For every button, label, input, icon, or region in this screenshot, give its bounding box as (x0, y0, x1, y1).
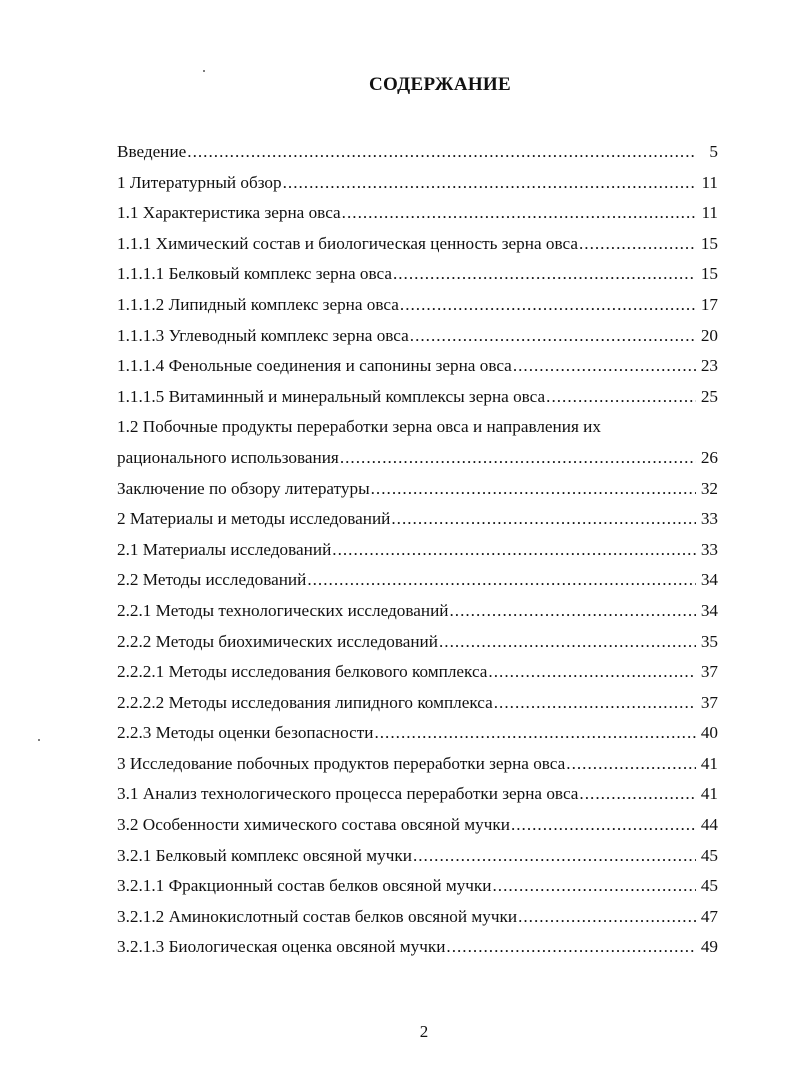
toc-entry (117, 749, 718, 780)
toc-entry-label: 3.1 Анализ технологического процесса переработки зерна овса (117, 784, 579, 804)
toc-entry (117, 932, 718, 963)
toc-page-number: 44 (700, 815, 718, 835)
toc-entry (117, 688, 718, 719)
toc-entry (117, 657, 718, 688)
toc-leader-dots (513, 351, 696, 382)
toc-entry-label: 2.2.2.1 Методы исследования белкового комплекса (117, 662, 488, 682)
toc-leader-dots (371, 474, 696, 505)
toc-page-number: 20 (700, 325, 718, 345)
toc-leader-dots (494, 688, 696, 719)
toc-entry (117, 779, 718, 810)
toc-entry-label: 1.1.1.4 Фенольные соединения и сапонины зерна овса (117, 356, 512, 376)
toc-leader-dots (449, 596, 696, 627)
toc-page-number: 45 (700, 845, 718, 865)
toc-entry-label: 2.2.2 Методы биохимических исследований (117, 631, 438, 651)
toc-leader-dots (187, 137, 696, 168)
toc-leader-dots (439, 627, 696, 658)
toc-page-number: 34 (700, 600, 718, 620)
scan-speck (38, 739, 40, 741)
toc-entry (117, 871, 718, 902)
toc-leader-dots (283, 168, 696, 199)
toc-page-number: 45 (700, 876, 718, 896)
toc-entry-continuation (117, 443, 718, 474)
toc-page-number: 32 (700, 478, 718, 498)
toc-entry-label: 1.1.1 Химический состав и биологическая ценность зерна овса (117, 233, 578, 253)
toc-entry (117, 902, 718, 933)
toc-entry (117, 504, 718, 535)
scan-speck (203, 70, 205, 72)
toc-leader-dots (579, 779, 696, 810)
toc-leader-dots (488, 657, 696, 688)
toc-entry-label: 3.2.1.2 Аминокислотный состав белков овсяной мучки (117, 906, 518, 926)
toc-page-number: 15 (700, 233, 718, 253)
toc-entry (117, 565, 718, 596)
toc-entry (117, 810, 718, 841)
toc-entry-label: 2.1 Материалы исследований (117, 539, 332, 559)
toc-leader-dots (400, 290, 696, 321)
toc-entry-label: 1 Литературный обзор (117, 172, 282, 192)
toc-entry-label: 2.2.1 Методы технологических исследований (117, 600, 449, 620)
toc-leader-dots (579, 229, 696, 260)
toc-leader-dots (566, 749, 696, 780)
toc-entry-label: 2.2 Методы исследований (117, 570, 307, 590)
toc-leader-dots (518, 902, 696, 933)
toc-leader-dots (413, 841, 696, 872)
toc-entry (117, 198, 718, 229)
toc-entry-label: 1.1.1.3 Углеводный комплекс зерна овса (117, 325, 409, 345)
toc-entry (117, 596, 718, 627)
toc-page-number: 37 (700, 662, 718, 682)
toc-entry-label: 2 Материалы и методы исследований (117, 509, 391, 529)
table-of-contents (117, 137, 718, 963)
toc-entry-label: Заключение по обзору литературы (117, 478, 370, 498)
toc-leader-dots (307, 565, 696, 596)
toc-entry (117, 841, 718, 872)
toc-page-number: 37 (700, 692, 718, 712)
page-title: СОДЕРЖАНИЕ (369, 74, 511, 95)
toc-leader-dots (374, 718, 696, 749)
toc-entry (117, 168, 718, 199)
toc-entry-label: 2.2.2.2 Методы исследования липидного комплекса (117, 692, 493, 712)
toc-page-number: 49 (700, 937, 718, 957)
toc-entry-label: 1.2 Побочные продукты переработки зерна овса и направления их (117, 417, 601, 437)
toc-entry (117, 290, 718, 321)
toc-leader-dots (332, 535, 696, 566)
toc-entry-label: 1.1.1.2 Липидный комплекс зерна овса (117, 294, 399, 314)
toc-entry (117, 382, 718, 413)
toc-leader-dots (511, 810, 696, 841)
toc-page-number: 33 (700, 509, 718, 529)
toc-leader-dots (342, 198, 696, 229)
toc-page-number: 34 (700, 570, 718, 590)
toc-entry-label: 1.1.1.1 Белковый комплекс зерна овса (117, 264, 392, 284)
toc-page-number: 41 (700, 784, 718, 804)
toc-page-number: 17 (700, 294, 718, 314)
toc-entry-label: 2.2.3 Методы оценки безопасности (117, 723, 374, 743)
toc-entry (117, 321, 718, 352)
toc-page-number: 41 (700, 753, 718, 773)
toc-page-number: 11 (701, 203, 718, 223)
toc-page-number: 33 (700, 539, 718, 559)
toc-entry-label: 3.2.1 Белковый комплекс овсяной мучки (117, 845, 412, 865)
toc-entry (117, 229, 718, 260)
toc-page-number: 11 (701, 172, 718, 192)
toc-leader-dots (391, 504, 696, 535)
toc-leader-dots (492, 871, 696, 902)
toc-entry (117, 412, 718, 443)
toc-entry-label: 3.2.1.1 Фракционный состав белков овсяной мучки (117, 876, 492, 896)
toc-page-number: 25 (700, 386, 718, 406)
toc-entry-label: 3.2.1.3 Биологическая оценка овсяной мучки (117, 937, 446, 957)
toc-entry (117, 627, 718, 658)
toc-entry-label: Введение (117, 142, 187, 161)
toc-page-number: 47 (700, 906, 718, 926)
toc-page-number: 23 (700, 356, 718, 376)
toc-entry-label: рационального использования (117, 447, 339, 467)
toc-leader-dots (393, 259, 696, 290)
toc-page-number: 35 (700, 631, 718, 651)
toc-entry-label: 3 Исследование побочных продуктов переработки зерна овса (117, 753, 566, 773)
toc-entry (117, 535, 718, 566)
toc-entry (117, 718, 718, 749)
toc-leader-dots (340, 443, 696, 474)
toc-entry-label: 1.1 Характеристика зерна овса (117, 203, 341, 223)
toc-leader-dots (546, 382, 696, 413)
toc-entry (117, 474, 718, 505)
page-number: 2 (419, 1022, 429, 1041)
toc-entry (117, 351, 718, 382)
toc-page-number: 40 (700, 723, 718, 743)
toc-entry-label: 1.1.1.5 Витаминный и минеральный комплексы зерна овса (117, 386, 546, 406)
toc-entry (117, 137, 718, 168)
toc-entry (117, 259, 718, 290)
toc-leader-dots (410, 321, 696, 352)
toc-leader-dots (446, 932, 696, 963)
toc-page-number: 5 (709, 142, 718, 161)
toc-entry-label: 3.2 Особенности химического состава овсяной мучки (117, 815, 510, 835)
toc-page-number: 15 (700, 264, 718, 284)
toc-page-number: 26 (700, 447, 718, 467)
